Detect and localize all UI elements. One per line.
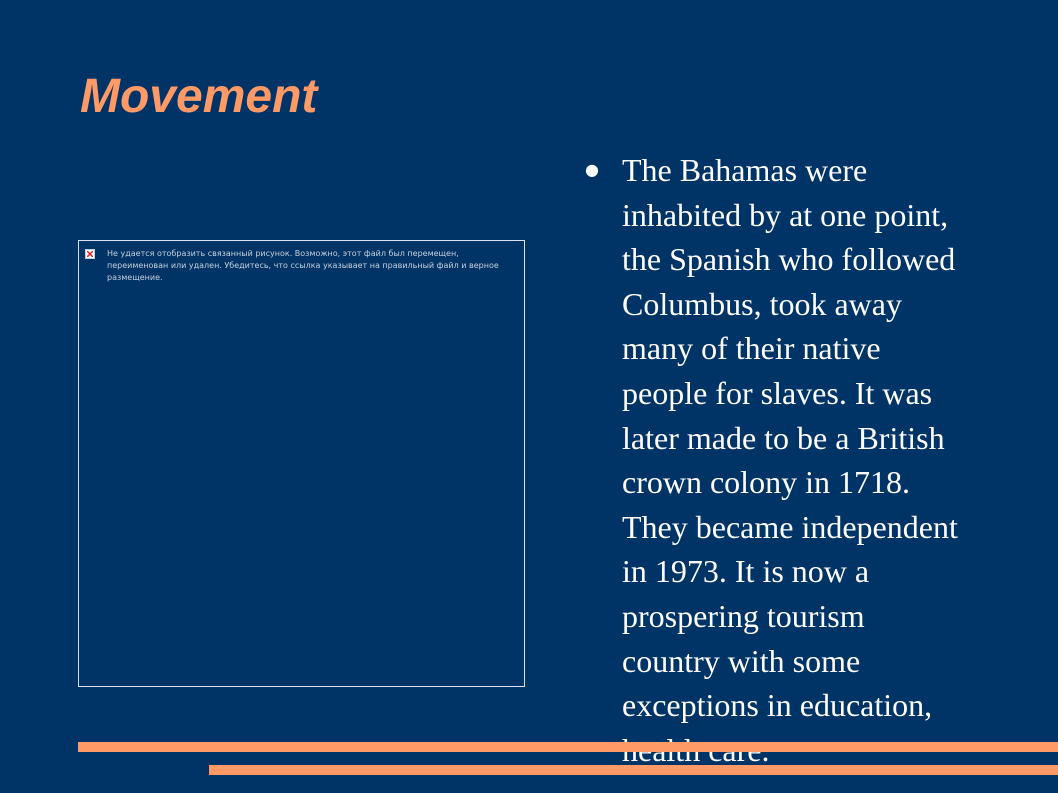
bullet-text-line: in 1973. It is now a [622,553,870,590]
bullet-text-line: They became independent [622,508,958,545]
bullet-text-line: prospering tourism [622,597,865,634]
bullet-text-line: inhabited by at one point, [622,196,949,233]
missing-picture-placeholder [78,240,525,687]
missing-picture-message: Не удается отобразить связанный рисунок. Возможно, этот файл был перемещен, переименован или удален. Убедитесь, что ссылка указывает на правильный файл и верное размещение. [107,249,499,282]
bullet-text-line: country with some [622,642,861,679]
bullet-item [585,148,995,772]
accent-bar-top [78,742,1058,752]
bullet-text-line: many of their native [622,330,881,367]
bullet-text-line: Columbus, took away [622,285,902,322]
bullet-text-line: exceptions in education, [622,687,933,724]
bullet-marker: ● [585,160,599,179]
broken-image-icon [85,249,95,259]
accent-bar-bottom [209,765,1058,775]
bullet-text-line: later made to be a British [622,419,945,456]
bullet-text-line: The Bahamas were [622,152,868,188]
bullet-text-line: crown colony in 1718. [622,464,910,501]
slide-title: Movement [80,70,318,123]
bullet-text-line: people for slaves. It was [622,374,933,411]
bullet-text [622,148,995,772]
bullet-list [585,148,995,772]
bullet-text-line: the Spanish who followed [622,241,956,278]
